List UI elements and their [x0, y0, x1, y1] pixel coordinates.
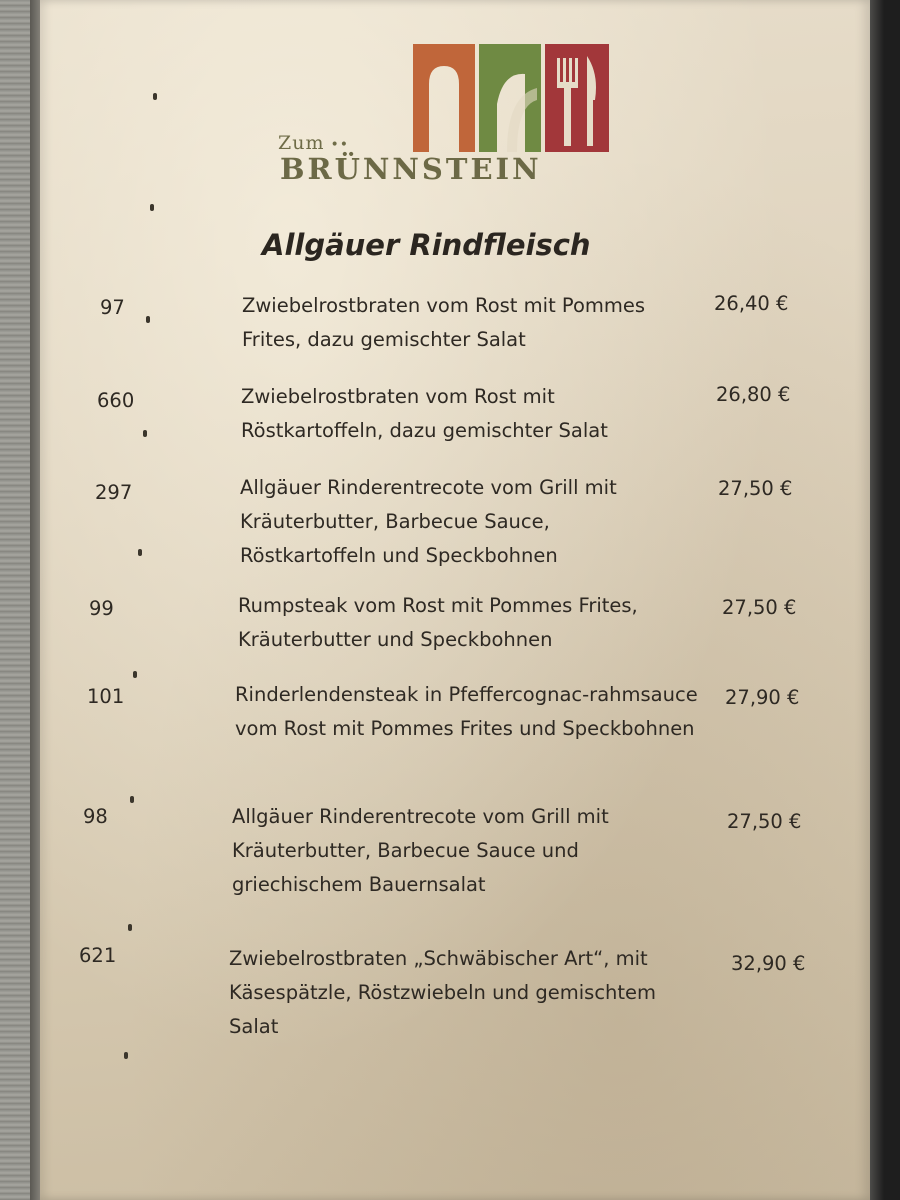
- paper-speck: [153, 93, 157, 100]
- item-price: 27,50 €: [727, 810, 802, 833]
- logo-emblem-icon: [413, 44, 613, 154]
- item-price: 27,50 €: [722, 596, 797, 619]
- item-description: Zwiebelrostbraten „Schwäbischer Art“, mit Käsespätzle, Röstzwiebeln und gemischtem Salat: [229, 947, 657, 1038]
- item-number: 98: [83, 805, 108, 828]
- item-description: Zwiebelrostbraten vom Rost mit Pommes Frites, dazu gemischter Salat: [242, 294, 646, 351]
- paper-speck: [128, 924, 132, 931]
- paper-speck: [130, 796, 134, 803]
- item-price: 32,90 €: [731, 952, 806, 975]
- item-price: 27,50 €: [718, 477, 793, 500]
- item-description: Rinderlendensteak in Pfeffercognac-rahmsauce vom Rost mit Pommes Frites und Speckbohnen: [235, 683, 698, 740]
- item-number: 99: [89, 597, 114, 620]
- item-number: 621: [79, 944, 117, 967]
- item-description: Rumpsteak vom Rost mit Pommes Frites, Kräuterbutter und Speckbohnen: [238, 594, 638, 651]
- paper-speck: [146, 316, 150, 323]
- item-price: 26,40 €: [714, 292, 789, 315]
- paper-speck: [150, 204, 154, 211]
- menu-page: [40, 0, 870, 1200]
- item-number: 97: [100, 296, 125, 319]
- paper-speck: [124, 1052, 128, 1059]
- item-price: 26,80 €: [716, 383, 791, 406]
- logo-prefix: Zum ••: [278, 132, 349, 154]
- item-description: Zwiebelrostbraten vom Rost mit Röstkartoffeln, dazu gemischter Salat: [241, 385, 608, 442]
- item-number: 297: [95, 481, 133, 504]
- paper-speck: [143, 430, 147, 437]
- item-description: Allgäuer Rinderentrecote vom Grill mit Kräuterbutter, Barbecue Sauce, Röstkartoffeln und Speckbohnen: [240, 476, 617, 567]
- binder-sleeve-edge: [0, 0, 30, 1200]
- logo-name: BRÜNNSTEIN: [280, 152, 542, 186]
- item-number: 101: [87, 685, 125, 708]
- paper-speck: [138, 549, 142, 556]
- item-price: 27,90 €: [725, 686, 800, 709]
- paper-speck: [133, 671, 137, 678]
- section-title: Allgäuer Rindfleisch: [262, 228, 591, 262]
- restaurant-logo: [278, 40, 578, 200]
- item-number: 660: [97, 389, 135, 412]
- item-description: Allgäuer Rinderentrecote vom Grill mit Kräuterbutter, Barbecue Sauce und griechischem Bauernsalat: [232, 805, 609, 896]
